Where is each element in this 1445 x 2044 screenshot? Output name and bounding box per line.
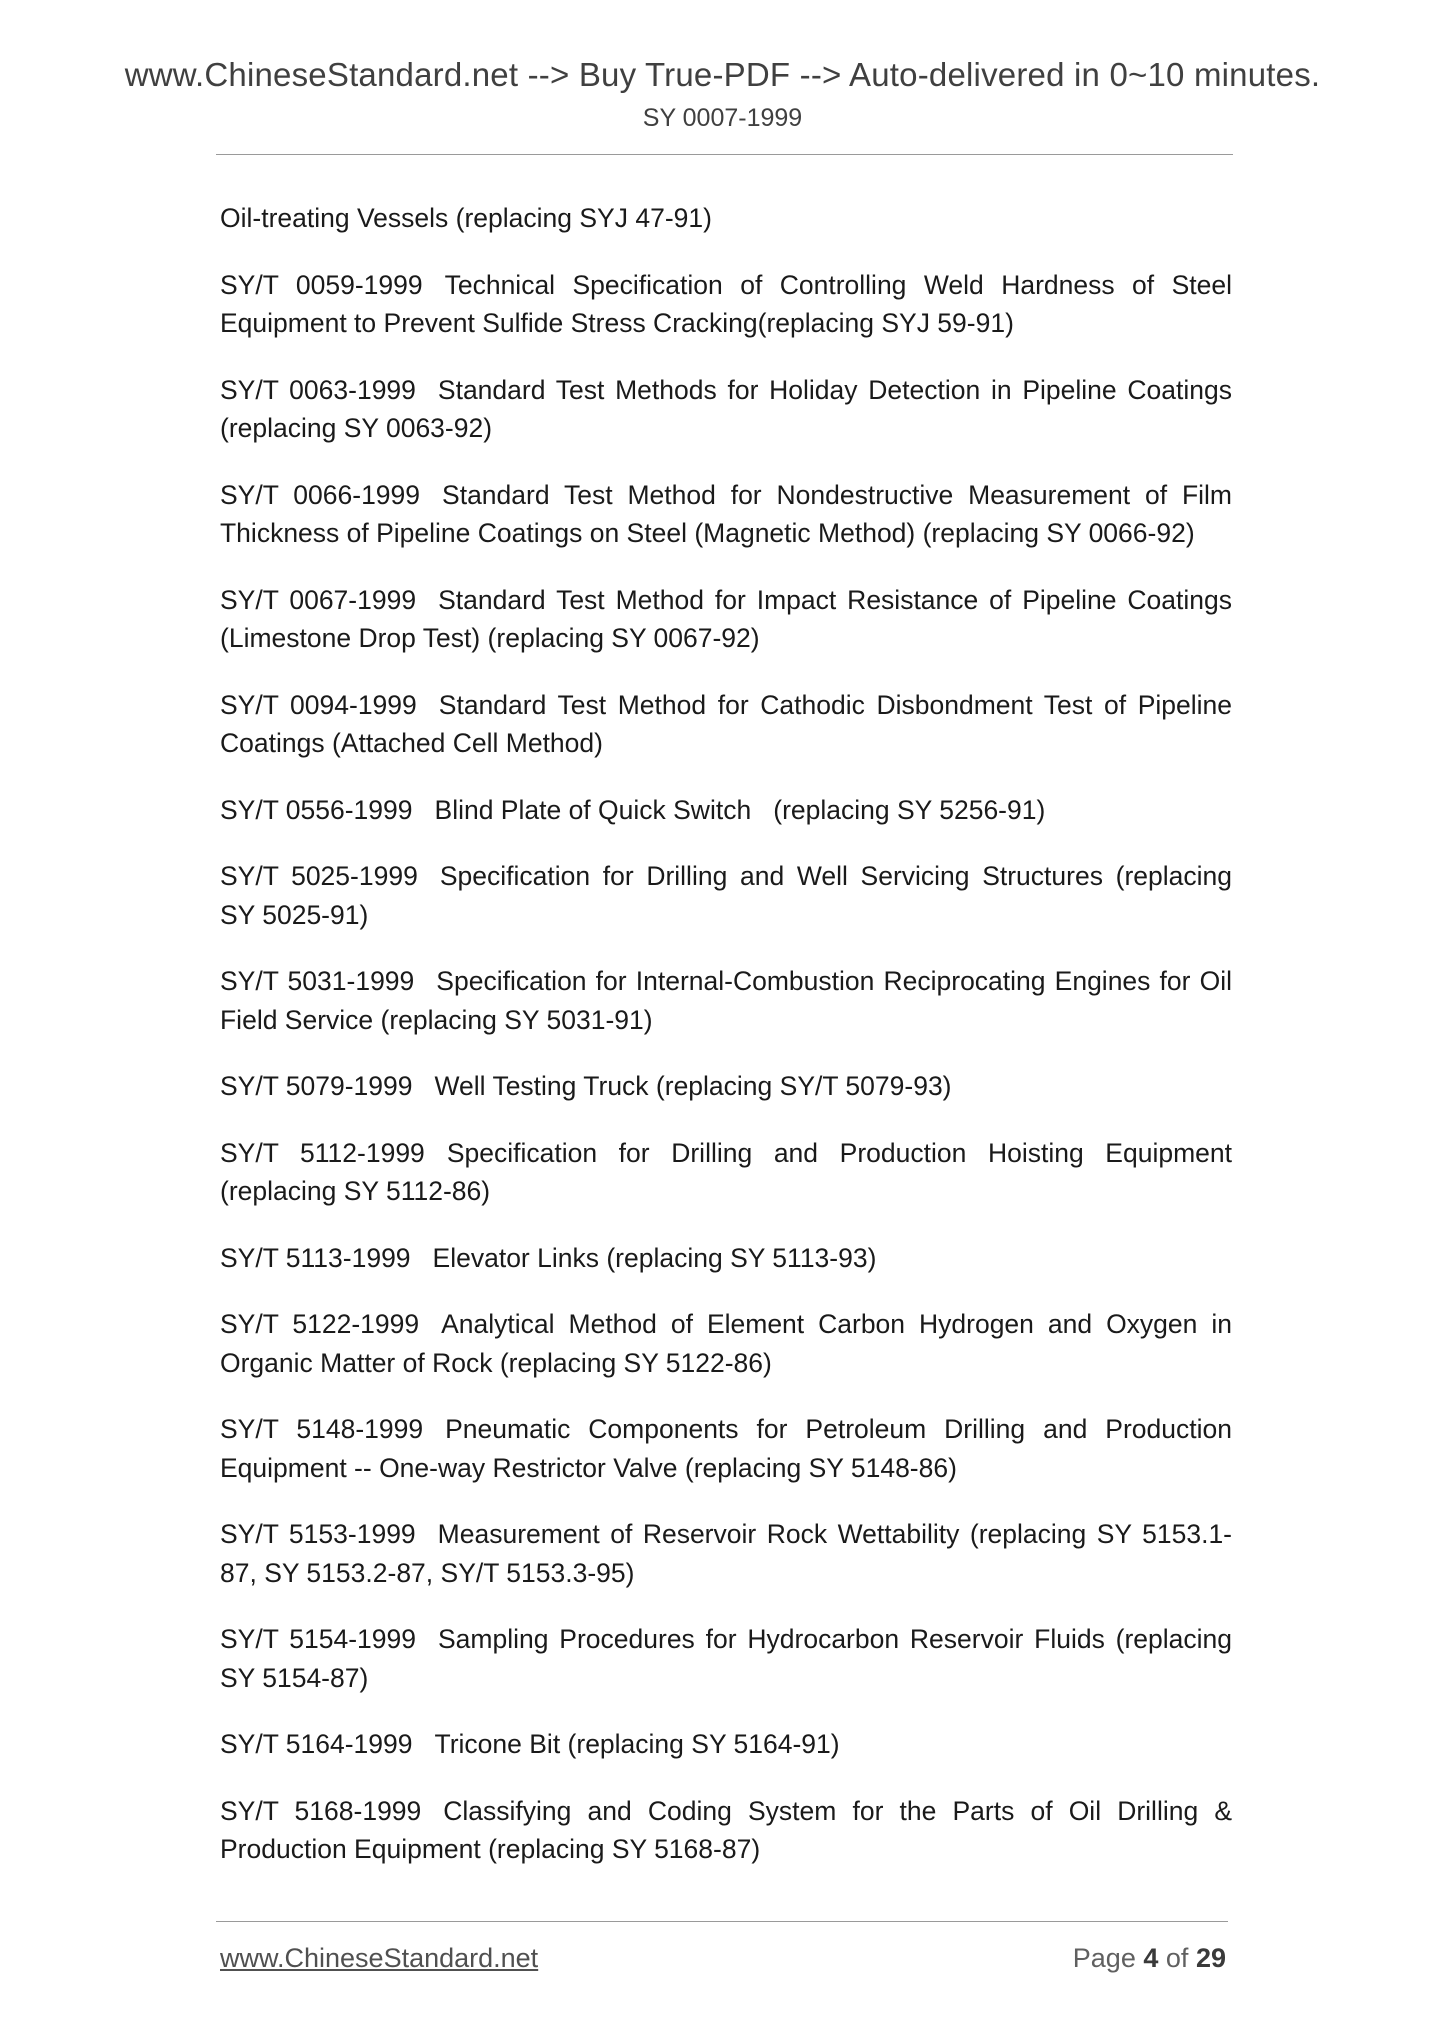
entry-title: Classifying and Coding System for the Parts of Oil Drilling & Production Equipment (replacing SY 5168-87)	[220, 1795, 1232, 1864]
entry-title: Specification for Drilling and Production Hoisting Equipment (replacing SY 5112-86)	[220, 1137, 1233, 1206]
entry-title: Measurement of Reservoir Rock Wettability (replacing SY 5153.1-87, SY 5153.2-87, SY/T 5153.3-95)	[220, 1519, 1233, 1588]
standard-code: SY/T 5079-1999	[220, 1071, 413, 1101]
standard-code: SY/T 5112-1999	[220, 1137, 425, 1168]
page-total: 29	[1195, 1943, 1226, 1973]
entry-title: Standard Test Methods for Holiday Detection in Pipeline Coatings (replacing SY 0063-92)	[220, 374, 1232, 443]
list-item	[220, 1725, 1232, 1764]
entry-title: Analytical Method of Element Carbon Hydrogen and Oxygen in Organic Matter of Rock (replacing SY 5122-86)	[220, 1309, 1232, 1378]
entry-title: Standard Test Method for Nondestructive Measurement of Film Thickness of Pipeline Coatings on Steel (Magnetic Method) (replacing SY 0066-92)	[220, 479, 1233, 548]
list-item	[220, 1792, 1232, 1869]
standard-code: SY/T 5164-1999	[220, 1729, 413, 1759]
standard-code: SY/T 0067-1999	[220, 584, 417, 615]
page-of: of	[1165, 1943, 1189, 1973]
list-item	[220, 686, 1232, 763]
list-item	[220, 199, 1232, 238]
list-item	[220, 791, 1232, 830]
entry-title: Tricone Bit (replacing SY 5164-91)	[434, 1729, 840, 1759]
standard-code: SY/T 5031-1999	[220, 966, 415, 996]
entry-title: Specification for Internal-Combustion Reciprocating Engines for Oil Field Service (replacing SY 5031-91)	[220, 966, 1233, 1035]
standard-code: SY/T 5153-1999	[220, 1519, 416, 1549]
standard-code: SY/T 0094-1999	[220, 689, 417, 720]
list-item	[220, 1305, 1232, 1382]
standard-code: SY/T 5154-1999	[220, 1624, 416, 1654]
list-item	[220, 1620, 1232, 1697]
list-item	[220, 266, 1232, 343]
entry-title: Technical Specification of Controlling Weld Hardness of Steel Equipment to Prevent Sulfide Stress Cracking(replacing SYJ 59-91)	[220, 269, 1232, 338]
footer-website-link[interactable]: www.ChineseStandard.net	[220, 1943, 539, 1973]
entry-title: Standard Test Method for Impact Resistance of Pipeline Coatings (Limestone Drop Test) (replacing SY 0067-92)	[220, 584, 1232, 653]
standard-code: SY/T 5168-1999	[220, 1795, 422, 1826]
list-item	[220, 1515, 1232, 1592]
entry-title: Sampling Procedures for Hydrocarbon Reservoir Fluids (replacing SY 5154-87)	[220, 1624, 1233, 1693]
standard-code: SY/T 0556-1999	[220, 794, 413, 825]
top-banner[interactable]: www.ChineseStandard.net --> Buy True-PDF --> Auto-delivered in 0~10 minutes.	[124, 56, 1321, 93]
list-item	[220, 371, 1232, 448]
list-item	[220, 1410, 1232, 1487]
document-code: SY 0007-1999	[642, 104, 803, 132]
standards-list	[220, 199, 1232, 1897]
list-item	[220, 1134, 1232, 1211]
standard-code: SY/T 5148-1999	[220, 1414, 424, 1444]
standard-code: SY/T 0066-1999	[220, 479, 421, 510]
list-item	[220, 1067, 1232, 1106]
list-item	[220, 581, 1232, 658]
standard-code: SY/T 5122-1999	[220, 1309, 420, 1339]
entry-title: Blind Plate of Quick Switch (replacing SY 5256-91)	[434, 794, 1046, 825]
standard-code: SY/T 5113-1999	[220, 1242, 411, 1273]
footer-divider	[216, 1921, 1228, 1922]
standard-code: SY/T 5025-1999	[220, 861, 418, 891]
standard-code: SY/T 0059-1999	[220, 269, 423, 300]
list-item	[220, 962, 1232, 1039]
list-item	[220, 476, 1232, 553]
entry-title: Oil-treating Vessels (replacing SYJ 47-91)	[220, 203, 712, 233]
list-item	[220, 1239, 1232, 1278]
entry-title: Well Testing Truck (replacing SY/T 5079-93)	[434, 1071, 952, 1101]
standard-code: SY/T 0063-1999	[220, 374, 416, 405]
page-indicator	[1073, 1943, 1226, 1974]
entry-title: Pneumatic Components for Petroleum Drilling and Production Equipment -- One-way Restrictor Valve (replacing SY 5148-86)	[220, 1414, 1232, 1483]
entry-title: Specification for Drilling and Well Servicing Structures (replacing SY 5025-91)	[220, 861, 1232, 930]
list-item	[220, 857, 1232, 934]
entry-title: Elevator Links (replacing SY 5113-93)	[432, 1242, 877, 1273]
header-divider	[216, 154, 1233, 155]
entry-title: Standard Test Method for Cathodic Disbondment Test of Pipeline Coatings (Attached Cell Method)	[220, 689, 1232, 758]
page-current: 4	[1143, 1943, 1159, 1973]
page-prefix: Page	[1072, 1943, 1136, 1973]
